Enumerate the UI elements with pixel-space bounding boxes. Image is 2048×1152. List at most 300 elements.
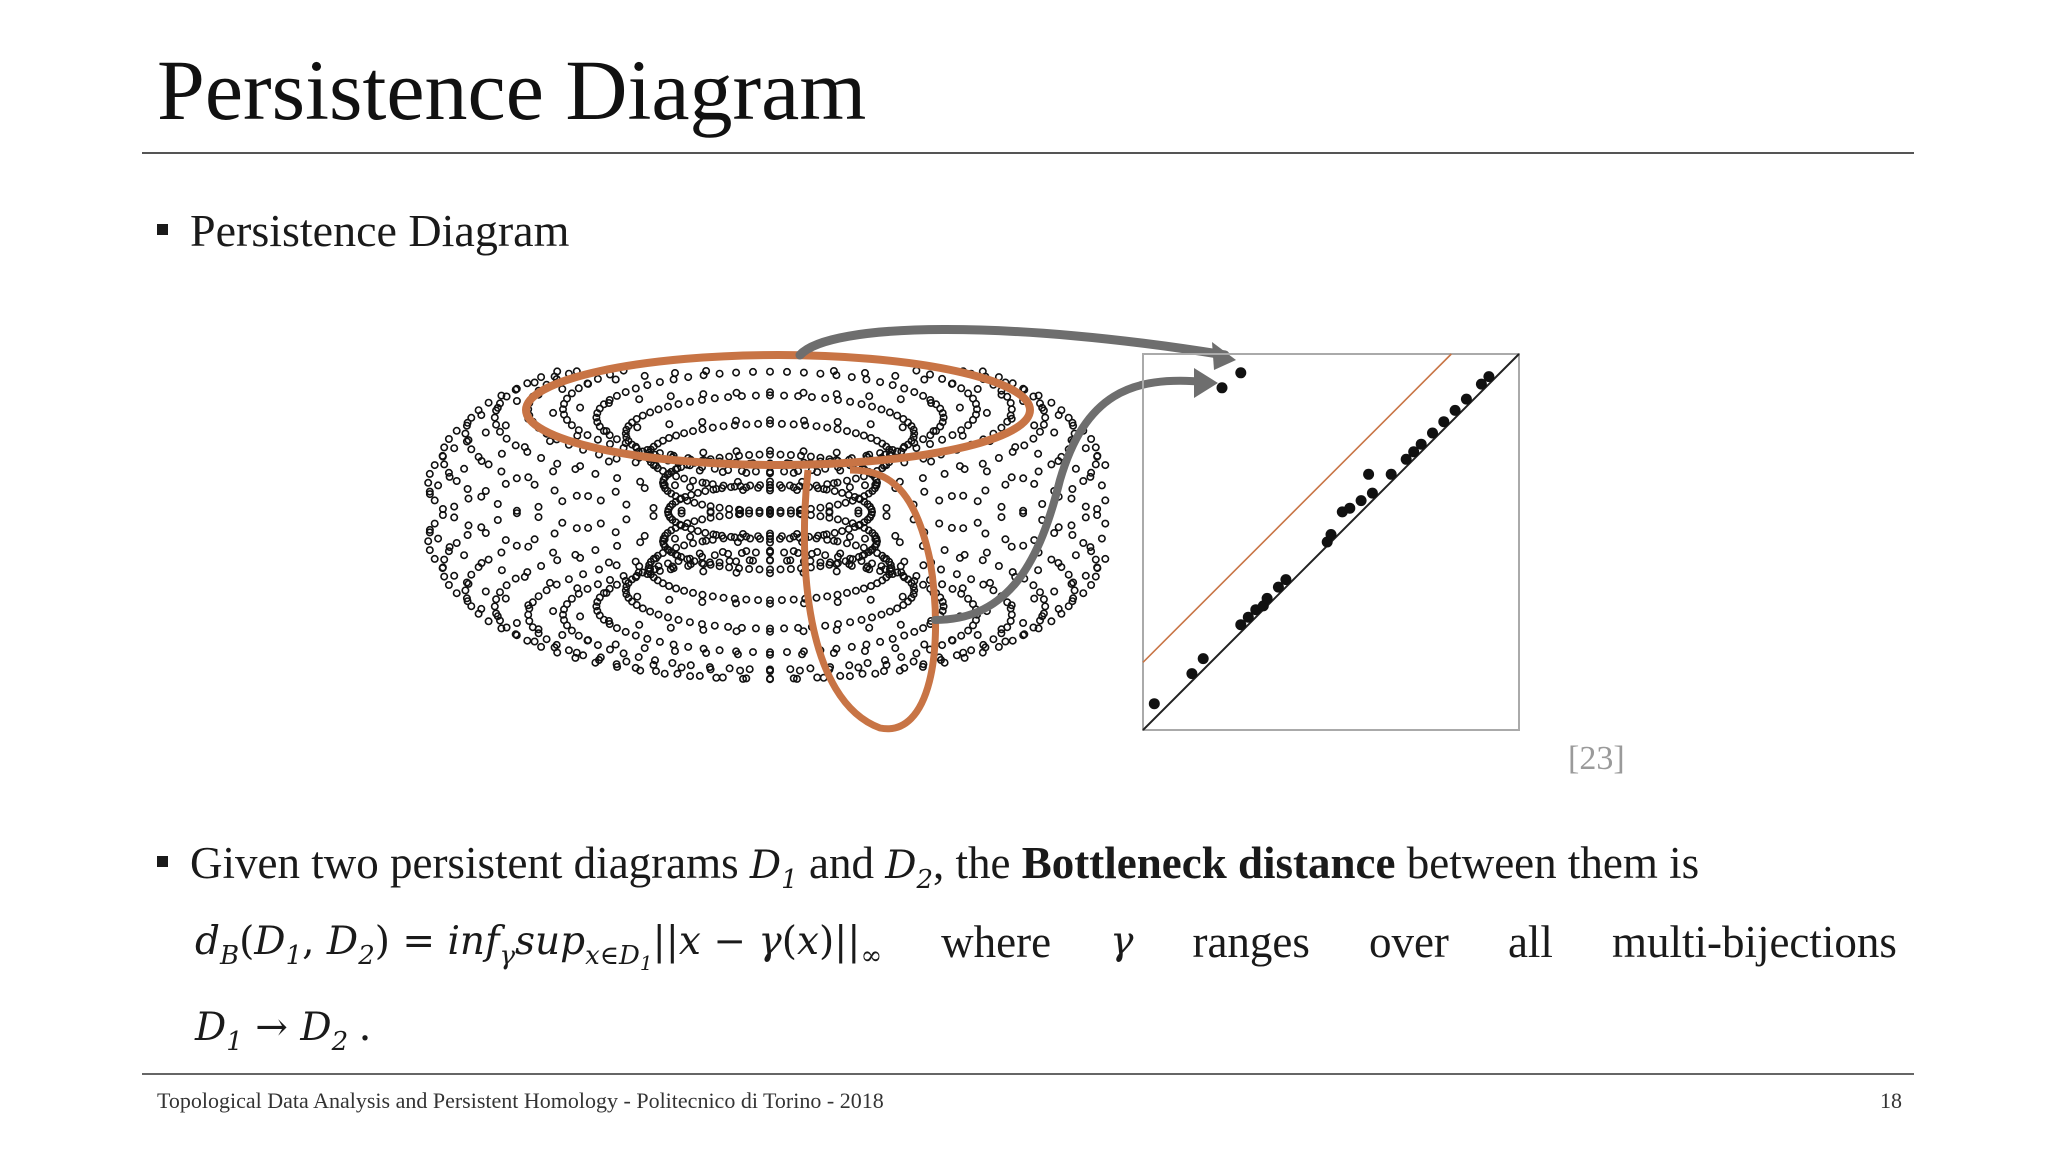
torus-point — [607, 577, 613, 583]
torus-point — [809, 394, 815, 400]
torus-point — [499, 567, 505, 573]
torus-point — [1069, 486, 1075, 492]
torus-point — [839, 528, 845, 534]
torus-point — [478, 524, 484, 530]
torus-point — [808, 453, 814, 459]
torus-point — [1093, 556, 1099, 562]
bottleneck-distance-term: Bottleneck distance — [1021, 838, 1396, 888]
torus-point — [975, 632, 981, 638]
torus-point — [595, 376, 601, 382]
torus-point — [797, 667, 803, 673]
diagram-point — [1356, 495, 1367, 506]
torus-point — [446, 436, 452, 442]
torus-point — [1002, 482, 1008, 488]
torus-point — [454, 540, 460, 546]
diagram-point — [1198, 653, 1209, 664]
torus-point — [613, 641, 619, 647]
torus-point — [483, 588, 489, 594]
torus-point — [574, 493, 580, 499]
torus-point — [1010, 638, 1016, 644]
torus-point — [975, 498, 981, 504]
torus-point — [596, 566, 602, 572]
torus-point — [883, 505, 889, 511]
torus-point — [837, 673, 843, 679]
torus-point — [927, 371, 933, 377]
torus-point — [614, 393, 620, 399]
torus-point — [647, 608, 653, 614]
torus-point — [965, 596, 971, 602]
torus-point — [747, 666, 753, 672]
bullet-square-icon — [157, 856, 168, 867]
torus-point — [1099, 482, 1105, 488]
torus-point — [900, 594, 906, 600]
torus-point — [733, 558, 739, 564]
torus-point — [949, 432, 955, 438]
torus-point — [949, 493, 955, 499]
torus-point — [657, 639, 663, 645]
torus-point — [1093, 461, 1099, 467]
torus-point — [425, 538, 431, 544]
diagram-point — [1367, 488, 1378, 499]
torus-point — [559, 498, 565, 504]
torus-point — [607, 441, 613, 447]
torus-point — [800, 628, 806, 634]
torus-point — [1041, 596, 1047, 602]
torus-point — [607, 646, 613, 652]
torus-point — [755, 421, 761, 427]
torus-point — [525, 544, 531, 550]
torus-point — [855, 664, 861, 670]
torus-point — [1088, 548, 1094, 554]
torus-point — [737, 667, 743, 673]
diagram-point — [1483, 371, 1494, 382]
torus-point — [753, 549, 759, 555]
torus-point — [832, 488, 838, 494]
torus-point — [853, 588, 859, 594]
torus-point — [1088, 582, 1094, 588]
torus-point — [513, 442, 519, 448]
torus-point — [1080, 590, 1086, 596]
torus-point — [868, 583, 874, 589]
torus-point — [726, 558, 732, 564]
page-number: 18 — [1880, 1088, 1902, 1113]
torus-point — [939, 376, 945, 382]
torus-point — [468, 572, 474, 578]
torus-point — [497, 589, 503, 595]
torus-point — [531, 536, 537, 542]
bottleneck-formula: $d_B(D_1$, $D_2) = inf_\gamma sup_{x\in D_1}||x - \gamma(x)||_\infty$ — [195, 919, 883, 975]
torus-point — [1035, 451, 1041, 457]
torus-point — [462, 587, 468, 593]
diagram-point — [1186, 668, 1197, 679]
torus-point — [574, 525, 580, 531]
torus-point — [725, 394, 731, 400]
torus-point — [746, 566, 752, 572]
torus-point — [606, 559, 612, 565]
torus-point — [538, 644, 544, 650]
torus-point — [911, 629, 917, 635]
torus-point — [650, 513, 656, 519]
torus-point — [868, 421, 874, 427]
torus-point — [842, 500, 848, 506]
torus-point — [787, 666, 793, 672]
torus-point — [526, 618, 532, 624]
torus-point — [446, 474, 452, 480]
torus-point — [920, 562, 926, 568]
torus-point — [550, 468, 556, 474]
torus-point — [620, 650, 626, 656]
torus-point — [702, 530, 708, 536]
torus-point — [499, 451, 505, 457]
torus-point — [949, 586, 955, 592]
torus-point — [580, 652, 586, 658]
torus-point — [690, 540, 696, 546]
torus-point — [446, 582, 452, 588]
torus-point — [647, 409, 653, 415]
torus-point — [1093, 573, 1099, 579]
torus-point — [824, 424, 830, 430]
torus-point — [726, 564, 732, 570]
torus-point — [1035, 468, 1041, 474]
torus-point — [1002, 536, 1008, 542]
torus-point — [712, 395, 718, 401]
torus-point — [595, 581, 601, 587]
torus-point — [822, 552, 828, 558]
torus-point — [822, 623, 828, 629]
torus-point — [633, 558, 639, 564]
torus-point — [668, 393, 674, 399]
torus-point — [623, 389, 629, 395]
torus-point — [834, 568, 840, 574]
torus-point — [672, 536, 678, 542]
torus-point — [716, 371, 722, 377]
torus-point — [913, 367, 919, 373]
torus-point — [1042, 414, 1048, 420]
torus-point — [550, 410, 556, 416]
torus-point — [814, 674, 820, 680]
torus-point — [1008, 618, 1014, 624]
torus-point — [595, 642, 601, 648]
torus-point — [710, 424, 716, 430]
torus-point — [913, 650, 919, 656]
torus-point — [1039, 501, 1045, 507]
torus-point — [834, 449, 840, 455]
torus-point — [687, 673, 693, 679]
torus-point — [451, 514, 457, 520]
citation: [23] — [1568, 740, 1625, 777]
torus-point — [1037, 429, 1043, 435]
torus-point — [835, 599, 841, 605]
torus-point — [699, 599, 705, 605]
torus-point — [965, 627, 971, 633]
torus-point — [577, 404, 583, 410]
torus-point — [949, 525, 955, 531]
torus-point — [938, 566, 944, 572]
offset-line — [1143, 354, 1451, 662]
torus-point — [996, 644, 1002, 650]
torus-point — [998, 425, 1004, 431]
torus-point — [1037, 589, 1043, 595]
torus-point — [531, 638, 537, 644]
torus-point — [1083, 503, 1089, 509]
diagram-point — [1461, 394, 1472, 405]
torus-point — [817, 371, 823, 377]
torus-point — [535, 514, 541, 520]
torus-point — [690, 590, 696, 596]
torus-point — [791, 596, 797, 602]
torus-point — [665, 403, 671, 409]
diagram-point — [1149, 698, 1160, 709]
torus-point — [720, 674, 726, 680]
torus-point — [887, 409, 893, 415]
torus-point — [614, 582, 620, 588]
torus-point — [716, 505, 722, 511]
torus-point — [1048, 618, 1054, 624]
torus-point — [538, 455, 544, 461]
torus-point — [614, 436, 620, 442]
torus-point — [1051, 530, 1057, 536]
torus-point — [525, 474, 531, 480]
torus-point — [898, 622, 904, 628]
torus-point — [566, 647, 572, 653]
torus-point — [901, 385, 907, 391]
torus-point — [613, 529, 619, 535]
torus-point — [939, 437, 945, 443]
torus-point — [1008, 400, 1014, 406]
torus-point — [673, 585, 679, 591]
torus-point — [897, 539, 903, 545]
torus-point — [894, 605, 900, 611]
torus-point — [779, 421, 785, 427]
torus-point — [863, 641, 869, 647]
torus-point — [877, 639, 883, 645]
torus-point — [1083, 573, 1089, 579]
torus-point — [998, 514, 1004, 520]
torus-point — [1102, 462, 1108, 468]
torus-point — [535, 593, 541, 599]
torus-point — [702, 488, 708, 494]
torus-point — [454, 428, 460, 434]
torus-point — [465, 495, 471, 501]
torus-point — [861, 585, 867, 591]
torus-point — [864, 660, 870, 666]
torus-point — [1009, 474, 1015, 480]
torus-point — [712, 552, 718, 558]
torus-point — [514, 543, 520, 549]
torus-point — [666, 435, 672, 441]
torus-point — [866, 625, 872, 631]
torus-point — [921, 376, 927, 382]
torus-point — [844, 428, 850, 434]
torus-point — [681, 430, 687, 436]
torus-point — [551, 530, 557, 536]
torus-point — [920, 625, 926, 631]
torus-point — [642, 645, 648, 651]
torus-point — [847, 399, 853, 405]
torus-point — [427, 547, 433, 553]
torus-point — [920, 436, 926, 442]
torus-point — [890, 636, 896, 642]
torus-point — [753, 392, 759, 398]
torus-point — [644, 382, 650, 388]
torus-point — [1102, 497, 1108, 503]
torus-point — [901, 632, 907, 638]
torus-point — [446, 548, 452, 554]
torus-point — [968, 647, 974, 653]
torus-point — [753, 625, 759, 631]
torus-point — [642, 533, 648, 539]
torus-point — [543, 636, 549, 642]
torus-point — [849, 374, 855, 380]
torus-point — [990, 587, 996, 593]
torus-point — [623, 516, 629, 522]
torus-point — [454, 478, 460, 484]
torus-point — [441, 573, 447, 579]
torus-point — [672, 648, 678, 654]
torus-point — [576, 385, 582, 391]
torus-point — [503, 422, 509, 428]
torus-point — [970, 417, 976, 423]
torus-point — [614, 625, 620, 631]
torus-point — [690, 478, 696, 484]
torus-point — [464, 532, 470, 538]
torus-point — [585, 493, 591, 499]
torus-point — [847, 673, 853, 679]
torus-point — [1088, 436, 1094, 442]
torus-point — [514, 398, 520, 404]
torus-point — [878, 406, 884, 412]
torus-point — [957, 404, 963, 410]
torus-point — [861, 545, 867, 551]
torus-point — [441, 461, 447, 467]
torus-point — [911, 389, 917, 395]
diagram-point — [1235, 367, 1246, 378]
torus-point — [685, 374, 691, 380]
torus-point — [464, 486, 470, 492]
torus-point — [980, 461, 986, 467]
torus-point — [485, 400, 491, 406]
torus-point — [642, 485, 648, 491]
torus-point — [576, 633, 582, 639]
torus-point — [451, 445, 457, 451]
torus-point — [614, 475, 620, 481]
torus-point — [859, 671, 865, 677]
footer-rule — [142, 1073, 1914, 1075]
slide-title: Persistence Diagram — [157, 42, 867, 138]
torus-point — [1009, 544, 1015, 550]
torus-point — [691, 500, 697, 506]
torus-point — [1080, 540, 1086, 546]
torus-point — [781, 625, 787, 631]
torus-point — [868, 597, 874, 603]
torus-point — [468, 446, 474, 452]
diagram-point — [1217, 382, 1228, 393]
torus-point — [623, 629, 629, 635]
torus-point — [535, 504, 541, 510]
torus-point — [746, 452, 752, 458]
torus-point — [712, 623, 718, 629]
torus-point — [636, 654, 642, 660]
torus-point — [697, 673, 703, 679]
torus-point — [984, 549, 990, 555]
torus-point — [525, 612, 531, 618]
torus-point — [498, 468, 504, 474]
torus-point — [554, 461, 560, 467]
torus-point — [1031, 595, 1037, 601]
torus-point — [451, 503, 457, 509]
torus-point — [551, 487, 557, 493]
torus-point — [655, 611, 661, 617]
diagram-point — [1438, 416, 1449, 427]
torus-point — [1051, 429, 1057, 435]
horizontal-loop — [526, 355, 1030, 465]
torus-point — [468, 603, 474, 609]
torus-point — [699, 516, 705, 522]
torus-point — [681, 542, 687, 548]
torus-point — [795, 393, 801, 399]
torus-point — [853, 430, 859, 436]
arrow-upper-head — [1212, 342, 1236, 370]
torus-point — [750, 369, 756, 375]
torus-point — [939, 642, 945, 648]
torus-point — [503, 436, 509, 442]
torus-point — [1073, 466, 1079, 472]
torus-point — [960, 493, 966, 499]
torus-point — [478, 494, 484, 500]
diagram-point — [1450, 405, 1461, 416]
torus-point — [685, 644, 691, 650]
torus-point — [613, 489, 619, 495]
torus-point — [678, 664, 684, 670]
torus-point — [1004, 394, 1010, 400]
torus-point — [813, 595, 819, 601]
torus-point — [801, 369, 807, 375]
arrow-lower-head — [1194, 368, 1218, 398]
torus-point — [817, 513, 823, 519]
torus-point — [998, 626, 1004, 632]
torus-point — [425, 480, 431, 486]
torus-point — [788, 452, 794, 458]
torus-point — [485, 618, 491, 624]
torus-point — [699, 426, 705, 432]
arrow-upper — [800, 329, 1225, 355]
torus-point — [846, 662, 852, 668]
torus-point — [623, 658, 629, 664]
torus-point — [503, 595, 509, 601]
torus-point — [753, 468, 759, 474]
torus-point — [726, 665, 732, 671]
torus-point — [699, 501, 705, 507]
torus-point — [791, 421, 797, 427]
torus-point — [673, 432, 679, 438]
torus-point — [668, 625, 674, 631]
torus-point — [569, 422, 575, 428]
torus-point — [887, 608, 893, 614]
torus-point — [675, 401, 681, 407]
torus-point — [777, 451, 783, 457]
torus-point — [807, 665, 813, 671]
bottleneck-paragraph — [157, 832, 1897, 1073]
torus-point — [832, 530, 838, 536]
torus-point — [524, 638, 530, 644]
torus-point — [982, 487, 988, 493]
torus-point — [606, 458, 612, 464]
torus-point — [858, 617, 864, 623]
torus-point — [653, 668, 659, 674]
torus-point — [872, 671, 878, 677]
torus-point — [665, 614, 671, 620]
torus-point — [650, 505, 656, 511]
